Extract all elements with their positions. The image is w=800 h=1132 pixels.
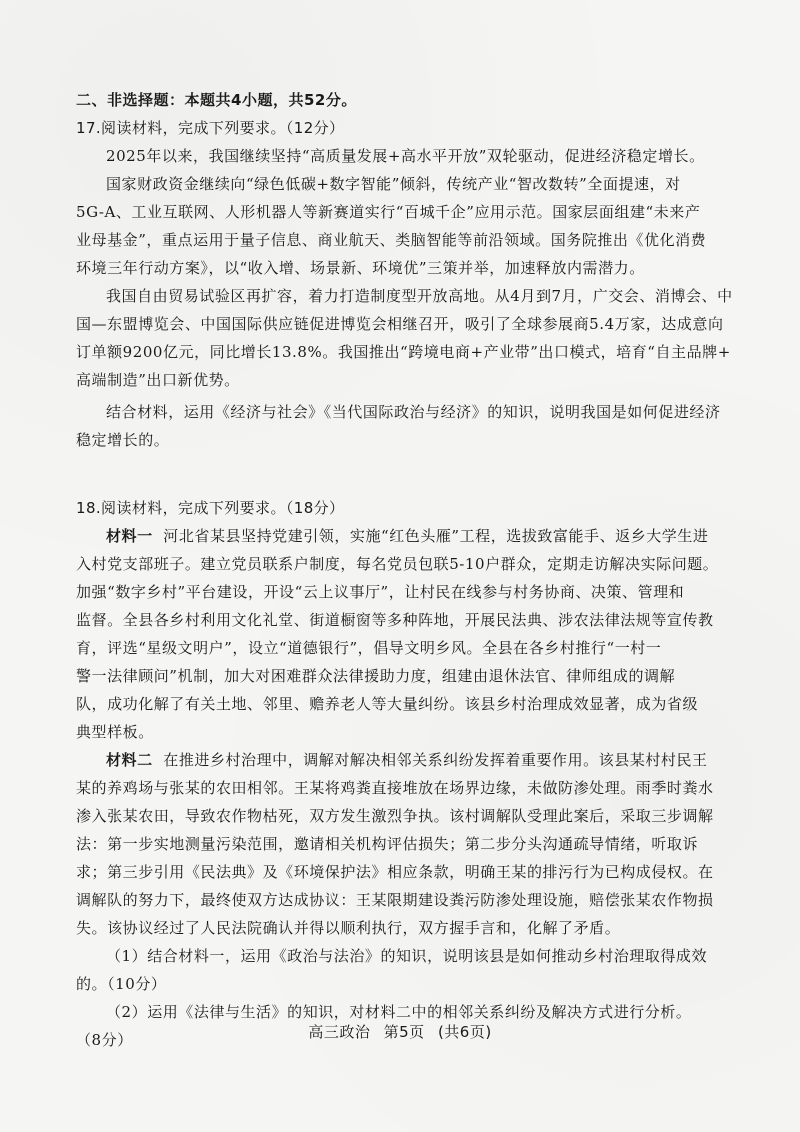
question-18 bbox=[76, 494, 728, 1054]
q18-sub-question-1: （1）结合材料一，运用《政治与法治》的知识，说明该县是如何推动乡村治理取得成效 bbox=[106, 947, 707, 965]
material-1-line: 警一法律顾问”机制，加大对困难群众法律援助力度，组建由退休法官、律师组成的调解 bbox=[76, 667, 676, 685]
q17-paragraph-line: 5G-A、工业互联网、人形机器人等新赛道实行“百城千企”应用示范。国家层面组建“未来产 bbox=[76, 203, 701, 221]
section-heading: 二、非选择题：本题共4小题，共52分。 bbox=[76, 91, 357, 109]
material-2-line: 某的养鸡场与张某的农田相邻。王某将鸡粪直接堆放在场界边缘，未做防渗处理。雨季时粪水 bbox=[76, 779, 714, 797]
q18-sub-question-2-cont: （8分） bbox=[76, 1031, 133, 1049]
q18-sub-question-2: （2）运用《法律与生活》的知识，对材料二中的相邻关系纠纷及解决方式进行分析。 bbox=[106, 1003, 692, 1021]
material-1-text: 河北省某县坚持党建引领，实施“红色头雁”工程，选拔致富能手、返乡大学生进 bbox=[163, 527, 709, 545]
q17-paragraph-line: 2025年以来，我国继续坚持“高质量发展+高水平开放”双轮驱动，促进经济稳定增长。 bbox=[106, 147, 705, 165]
question-17-title: 17.阅读材料，完成下列要求。（12分） bbox=[76, 119, 345, 137]
material-2-label: 材料二 bbox=[106, 751, 153, 769]
footer-subject: 高三政治 bbox=[308, 1023, 371, 1041]
footer-total-pages: (共6页) bbox=[437, 1023, 492, 1041]
material-1-line: 监督。全县各乡村利用文化礼堂、街道橱窗等多种阵地，开展民法典、涉农法律法规等宣传教 bbox=[76, 611, 714, 629]
spacer bbox=[76, 454, 728, 494]
material-1-label: 材料一 bbox=[106, 527, 153, 545]
material-2-line: 调解队的努力下，最终使双方达成协议：王某限期建设粪污防渗处理设施，赔偿张某农作物损 bbox=[76, 891, 714, 909]
material-1-line: 队，成功化解了有关土地、邻里、赡养老人等大量纠纷。该县乡村治理成效显著，成为省级 bbox=[76, 695, 699, 713]
q17-prompt-line: 稳定增长的。 bbox=[76, 431, 170, 449]
page-footer bbox=[0, 1021, 800, 1042]
exam-content bbox=[76, 86, 733, 1054]
q18-sub-question-1-cont: 的。（10分） bbox=[76, 975, 167, 993]
material-2-line: 法：第一步实地测量污染范围，邀请相关机构评估损失；第二步分头沟通疏导情绪，听取诉 bbox=[76, 835, 699, 853]
q17-prompt-line: 结合材料，运用《经济与社会》《当代国际政治与经济》的知识，说明我国是如何促进经济 bbox=[106, 403, 721, 421]
material-1-line: 育，评选“星级文明户”，设立“道德银行”，倡导文明乡风。全县在各乡村推行“一村一 bbox=[76, 639, 662, 657]
q17-paragraph-line: 环境三年行动方案》，以“收入增、场景新、环境优”三策并举，加速释放内需潜力。 bbox=[76, 259, 645, 277]
footer-page-number: 第5页 bbox=[383, 1023, 425, 1041]
material-2-text: 在推进乡村治理中，调解对解决相邻关系纠纷发挥着重要作用。该县某村村民王 bbox=[163, 751, 708, 769]
question-17 bbox=[76, 114, 733, 454]
material-1-first-line bbox=[76, 522, 728, 550]
material-2-line: 求；第三步引用《民法典》及《环境保护法》相应条款，明确王某的排污行为已构成侵权。在 bbox=[76, 863, 714, 881]
q17-paragraph-line: 国家财政资金继续向“绿色低碳+数字智能”倾斜，传统产业“智改数转”全面提速，对 bbox=[106, 175, 681, 193]
q17-paragraph-line: 高端制造”出口新优势。 bbox=[76, 371, 240, 389]
material-2-line: 渗入张某农田，导致农作物枯死，双方发生激烈争执。该村调解队受理此案后，采取三步调解 bbox=[76, 807, 714, 825]
question-18-title: 18.阅读材料，完成下列要求。（18分） bbox=[76, 499, 345, 517]
material-1-line: 入村党支部班子。建立党员联系户制度，每名党员包联5-10户群众，定期走访解决实际问题。 bbox=[76, 555, 719, 573]
material-1-line: 典型样板。 bbox=[76, 723, 154, 741]
q17-paragraph-line: 国—东盟博览会、中国国际供应链促进博览会相继召开，吸引了全球参展商5.4万家，达成意向 bbox=[76, 315, 724, 333]
material-1-line: 加强“数字乡村”平台建设，开设“云上议事厅”，让村民在线参与村务协商、决策、管理和 bbox=[76, 583, 685, 601]
material-2-line: 失。该协议经过了人民法院确认并得以顺利执行，双方握手言和，化解了矛盾。 bbox=[76, 919, 621, 937]
material-2-first-line bbox=[76, 746, 728, 774]
q17-paragraph-line: 订单额9200亿元，同比增长13.8%。我国推出“跨境电商+产业带”出口模式，培育“自主品牌+ bbox=[76, 343, 731, 361]
q17-paragraph-line: 业母基金”，重点运用于量子信息、商业航天、类脑智能等前沿领域。国务院推出《优化消费 bbox=[76, 231, 707, 249]
q17-paragraph-line: 我国自由贸易试验区再扩容，着力打造制度型开放高地。从4月到7月，广交会、消博会、中 bbox=[106, 287, 733, 305]
